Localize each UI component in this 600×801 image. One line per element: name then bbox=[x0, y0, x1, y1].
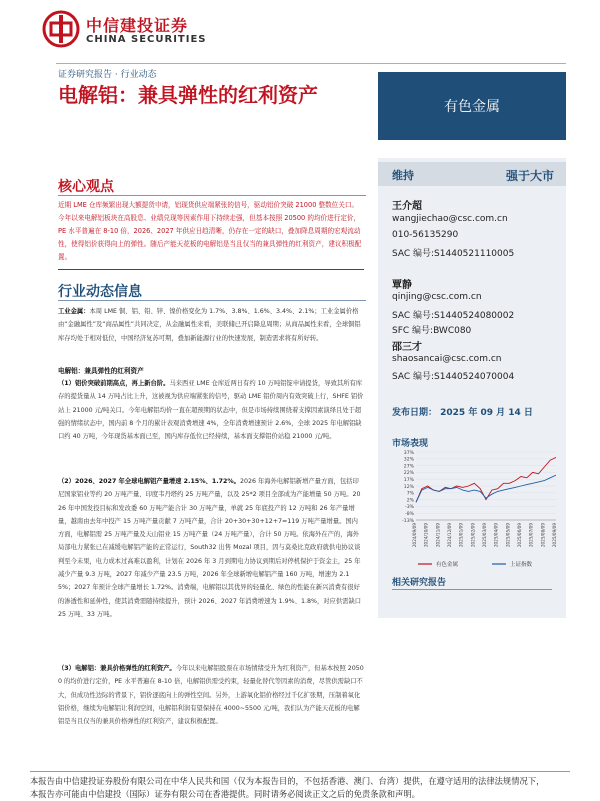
paragraph-lead: 工业金属： bbox=[58, 308, 90, 315]
report-breadcrumb: 证券研究报告 · 行业动态 bbox=[58, 70, 157, 80]
x-tick-label: 2024/12/09 bbox=[447, 523, 452, 548]
x-tick-label: 2025/01/09 bbox=[458, 523, 464, 548]
publish-date: 发布日期： 2025 年 09 月 14 日 bbox=[392, 408, 533, 418]
header-divider bbox=[56, 63, 566, 64]
core-view-text: 近期 LME 仓库频繁出现大额提货申请，铝现货供应端紧张的信号，驱动铝价突破 21000 整数位关口。今年以来电解铝板块在高股息、业绩兑现等因素作用下持续走强，但基本按照 20500 的均价进行定价，PE 水平普遍在 8-10 倍，2026、2027 年供应日趋清晰，仍存在一定的缺口，叠加降息周期的宏观流动性，使得铝价获得向上的弹性。随后产能天花板的电解铝是当且仅当的兼具弹性的红利资产，建议积极配置。 bbox=[58, 201, 362, 261]
report-title: 电解铝：兼具弹性的红利资产 bbox=[58, 83, 318, 107]
paragraph-lead: （3）电解铝：兼具价格弹性的红利资产。 bbox=[58, 665, 176, 672]
x-tick-label: 2024/10/09 bbox=[423, 523, 429, 548]
analyst-email[interactable]: shaosancai@csc.com.cn bbox=[392, 354, 502, 364]
x-tick-label: 2025/04/09 bbox=[493, 523, 499, 548]
x-tick-label: 2025/05/09 bbox=[505, 523, 511, 548]
rating-action: 维持 bbox=[392, 169, 414, 182]
y-tick-label: 17% bbox=[403, 478, 414, 483]
analyst-email[interactable]: wangjiechao@csc.com.cn bbox=[392, 214, 508, 224]
analyst-cert-sfc: SFC 编号:BWC080 bbox=[392, 326, 472, 336]
y-tick-label: -13% bbox=[402, 518, 414, 524]
industry-news-heading: 行业动态信息 bbox=[58, 284, 142, 300]
x-tick-label: 2025/03/09 bbox=[482, 523, 487, 548]
x-tick-label: 2025/09/09 bbox=[552, 523, 557, 548]
brand-name-en: CHINA SECURITIES bbox=[86, 34, 207, 45]
aluminum-subheading: 电解铝：兼具弹性的红利资产 bbox=[58, 367, 144, 375]
x-tick-label: 2024/11/09 bbox=[435, 523, 441, 548]
market-performance-chart bbox=[392, 446, 562, 576]
analyst-cert: SAC 编号:S1440521110005 bbox=[392, 249, 515, 259]
related-research-heading: 相关研究报告 bbox=[392, 578, 447, 588]
analyst-name: 王介超 bbox=[392, 201, 422, 212]
market-performance-heading: 市场表现 bbox=[392, 439, 429, 449]
footer-disclaimer bbox=[30, 775, 575, 801]
analyst-cert: SAC 编号:S1440524080002 bbox=[392, 311, 515, 321]
sector-banner: 有色金属 bbox=[378, 72, 566, 140]
legend-label: 上证指数 bbox=[510, 562, 533, 568]
aluminum-dividend-paragraph bbox=[58, 662, 364, 728]
legend-label: 有色金属 bbox=[436, 562, 459, 568]
x-tick-label: 2024/09/09 bbox=[412, 523, 417, 548]
core-view-underline bbox=[58, 269, 364, 270]
x-tick-label: 2025/07/09 bbox=[528, 523, 534, 548]
paragraph-body: 本周 LME 铜、铝、铅、锌、镍价格变化为 1.7%、3.8%、1.6%、3.4%、2.1%；工业金属价格由“金融属性”及“商品属性”共同决定，从金融属性来看，美联储已开启降息周期；从商品属性来看，全球铜铝库存均处于相对低位，中国经济复苏可期，叠加新能源行业的快速发展，制造需求将有所好转。 bbox=[58, 308, 361, 342]
aluminum-price-paragraph bbox=[58, 377, 364, 443]
footer-line: 本报告由中信建投证券股份有限公司在中华人民共和国（仅为本报告目的，不包括香港、澳门、台湾）提供，在遵守适用的法律法规情况下， bbox=[30, 776, 545, 786]
y-tick-label: -3% bbox=[405, 505, 414, 511]
analyst-name: 覃静 bbox=[392, 280, 412, 291]
x-tick-label: 2025/02/09 bbox=[470, 523, 476, 548]
y-tick-label: 27% bbox=[403, 464, 414, 470]
footer-divider bbox=[30, 771, 570, 772]
brand-mark-icon bbox=[42, 10, 80, 48]
analyst-name: 邵三才 bbox=[392, 342, 422, 353]
y-tick-label: 32% bbox=[403, 457, 414, 463]
x-tick-label: 2025/08/09 bbox=[540, 523, 546, 548]
analyst-cert: SAC 编号:S1440524070004 bbox=[392, 372, 515, 382]
y-tick-label: 22% bbox=[403, 471, 414, 477]
rating-value: 强于大市 bbox=[506, 169, 555, 183]
paragraph-body: 马来西亚 LME 仓库近两日有约 10 万吨铝锭申请提货，导致其所有库存的提货量从 14 万吨占比上升，这被视为供应端紧张的信号，驱动 LME 铝价周内有效突破上行，SHFE 铝价站上 21000 元/吨关口。今年电解铝均价一直在超预期的状态中，但是市场持续围绕着支撑因素演绎且处于超强的情绪状态中，国内前 8 个月的累计表观消费增速 4%，全年消费增速预计 2.6%，全球 2025 年电解铝缺口约 40 万吨，今年现货基本面已至，国内库存低位已经持续，基本面支撑铝价站稳 21000 元/吨。 bbox=[58, 380, 364, 441]
y-tick-label: 37% bbox=[403, 450, 414, 456]
market-performance-svg bbox=[392, 446, 562, 576]
y-tick-label: 12% bbox=[403, 484, 414, 490]
core-view-divider bbox=[58, 195, 366, 196]
industrial-metals-paragraph bbox=[58, 305, 364, 345]
core-view-heading: 核心观点 bbox=[58, 179, 114, 195]
analyst-phone: 010-56135290 bbox=[392, 230, 459, 240]
brand-name-cn: 中信建投证券 bbox=[86, 16, 189, 35]
series-line bbox=[416, 457, 556, 502]
brand-logo bbox=[42, 10, 222, 50]
industry-news-divider bbox=[58, 300, 366, 301]
analyst-email[interactable]: qinjing@csc.com.cn bbox=[392, 292, 482, 302]
paragraph-lead: （2）2026、2027 年全球电解铝产量增速 2.15%、1.72%。 bbox=[58, 478, 240, 485]
y-tick-label: 7% bbox=[406, 491, 414, 497]
paragraph-body: 2026 年海外电解铝新增产量方面，包括印尼国家铝业等约 20 万吨产量、印度韦丹塔约 25 万吨产量，以及 25*2 项目全部成为产能增量 50 万吨。2026 年中国发投目标和发改委 60 万吨产能合计 30 万吨产量，单就 25 年底投产的 12 万吨和 26 年产量增量，越南由去年中投产 15 万吨产量贡献 7 万吨产量，合计 20+30+30+12+7=119 万吨产量增量。国内方面，电解铝需 25 万吨产量及天山铝业 15 万吨产量（24 万吨产量），合计 50 万吨。依海外在产的，海外局部电力紧张已在减缓电解铝产能的正常运行，South32 出售 Mozal 项目，因与莫桑比克政府就供电协议谈判至今未果，电力成本过高难以盈利，计划在 2026 年 3 月到期电力协议到期后对停机保护于资金主，25 年减少产量 9.3 万吨，2027 年减少产量 23.5 万吨，2026 年全球新增电解铝产量 160 万吨，增速为 2.15%；2027 年预计全球产量增长 1.72%。消费端，电解铝以其优异的轻量化、绿色的性能在新兴消费有很好的渗透性和延伸性，使其消费需随持续提升，预计 2026、2027 年消费增速为 1.9%、1.8%，对应供需缺口 25 万吨、33 万吨。 bbox=[58, 478, 362, 618]
y-tick-label: 2% bbox=[406, 498, 414, 504]
x-tick-label: 2025/06/09 bbox=[517, 523, 522, 548]
footer-line: 本报告亦可能由中信建投（国际）证券有限公司在香港提供。同时请务必阅读正文之后的免责条款和声明。 bbox=[30, 789, 420, 799]
paragraph-body: 今年以来电解铝股票在市场情绪受升为红利资产，但基本按照 20500 的均价进行定价，PE 水平普遍在 8-10 倍，电解铝供需受约束，轻量化替代等因素的消费，尽管供需缺口不大，但成功性边际的背景下，铝价逐底向上的弹性空间。另外，上游氧化铝价格经过千亿扩张期，压制着氧化铝价格，继续为电解铝让利润空间，电解铝利润有望保持在 4000~5500 元/吨，我们认为产能天花板的电解铝是当且仅当的兼具价格弹性的红利资产，建议积极配置。 bbox=[58, 665, 364, 726]
paragraph-lead: （1）铝价突破前期高点，再上新台阶。 bbox=[58, 380, 170, 387]
related-research-divider bbox=[392, 589, 552, 590]
aluminum-supply-paragraph bbox=[58, 475, 364, 621]
y-tick-label: -8% bbox=[405, 512, 414, 517]
